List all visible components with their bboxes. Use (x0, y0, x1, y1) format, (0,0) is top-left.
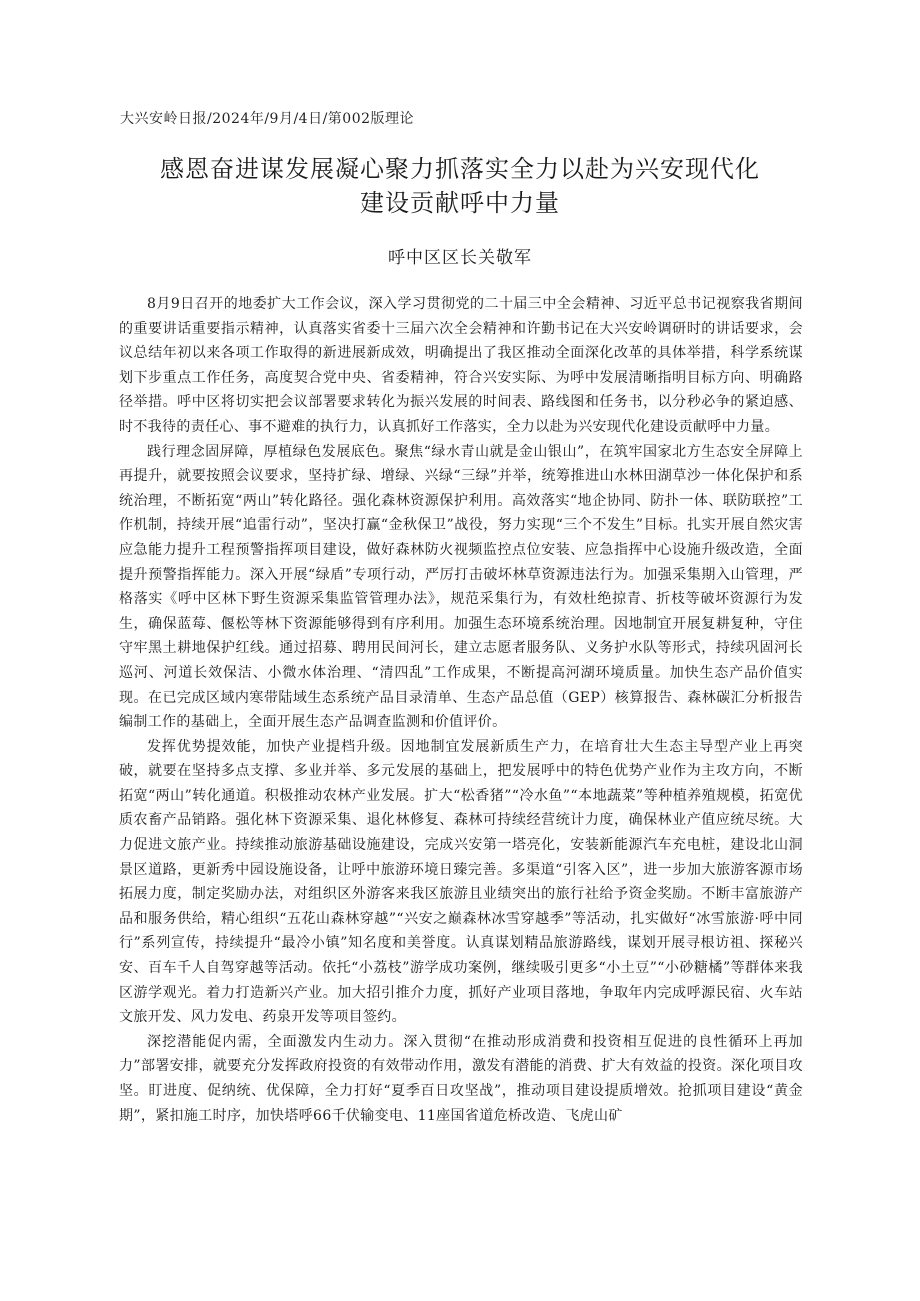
paragraph: 践行理念固屏障，厚植绿色发展底色。聚焦“绿水青山就是金山银山”，在筑牢国家北方生态安全屏障上再提升，就要按照会议要求，坚持扩绿、增绿、兴绿“三绿”并举，统筹推进山水林田湖草沙一体化保护和系统治理，不断拓宽“两山”转化路径。强化森林资源保护利用。高效落实“地企协同、防扑一体、联防联控”工作机制，持续开展“追雷行动”，坚决打赢“金秋保卫”战役，努力实现“三个不发生”目标。扎实开展自然灾害应急能力提升工程预警指挥项目建设，做好森林防火视频监控点位安装、应急指挥中心设施升级改造，全面提升预警指挥能力。深入开展“绿盾”专项行动，严厉打击破坏林草资源违法行为。加强采集期入山管理，严格落实《呼中区林下野生资源采集监管管理办法》，规范采集行为，有效杜绝掠青、折枝等破坏资源行为发生，确保蓝莓、偃松等林下资源能够得到有序利用。加强生态环境系统治理。因地制宜开展复耕复种，守住守牢黑土耕地保护红线。通过招募、聘用民间河长，建立志愿者服务队、义务护水队等形式，持续巩固河长巡河、河道长效保洁、小微水体治理、“清四乱”工作成果，不断提高河湖环境质量。加快生态产品价值实现。在已完成区域内寒带陆域生态系统产品目录清单、生态产品总值（GEP）核算报告、森林碳汇分析报告编制工作的基础上，全面开展生态产品调查监测和价值评价。 (119, 443, 803, 731)
article-title (100, 152, 820, 220)
article-body (119, 292, 803, 1128)
paragraph: 发挥优势提效能，加快产业提档升级。因地制宜发展新质生产力，在培育壮大生态主导型产业上再突破，就要在坚持多点支撑、多业并举、多元发展的基础上，把发展呼中的特色优势产业作为主攻方向，不断拓宽“两山”转化通道。积极推动农林产业发展。扩大“松香猪”“冷水鱼”“本地蔬菜”等种植养殖规模，拓宽优质农畜产品销路。强化林下资源采集、退化林修复、森林可持续经营统计力度，确保林业产值应统尽统。大力促进文旅产业。持续推动旅游基础设施建设，完成兴安第一塔亮化，安装新能源汽车充电桩，建设北山洞景区道路，更新秀中园设施设备，让呼中旅游环境日臻完善。多渠道“引客入区”，进一步加大旅游客源市场拓展力度，制定奖励办法，对组织区外游客来我区旅游且业绩突出的旅行社给予资金奖励。不断丰富旅游产品和服务供给，精心组织“五花山森林穿越”“兴安之巅森林冰雪穿越季”等活动，扎实做好“冰雪旅游·呼中同行”系列宣传，持续提升“最冷小镇”知名度和美誉度。认真谋划精品旅游路线，谋划开展寻根访祖、探秘兴安、百车千人自驾穿越等活动。依托“小荔枝”游学成功案例，继续吸引更多“小土豆”“小砂糖橘”等群体来我区游学观光。着力打造新兴产业。加大招引推介力度，抓好产业项目落地，争取年内完成呼源民宿、火车站文旅开发、风力发电、药泉开发等项目签约。 (119, 738, 803, 1026)
paragraph: 8月9日召开的地委扩大工作会议，深入学习贯彻党的二十届三中全会精神、习近平总书记视察我省期间的重要讲话重要指示精神，认真落实省委十三届六次全会精神和许勤书记在大兴安岭调研时的讲话要求，会议总结年初以来各项工作取得的新进展新成效，明确提出了我区推动全面深化改革的具体举措，科学系统谋划下步重点工作任务，高度契合党中央、省委精神，符合兴安实际、为呼中发展清晰指明目标方向、明确路径举措。呼中区将切实把会议部署要求转化为振兴发展的时间表、路线图和任务书，以分秒必争的紧迫感、时不我待的责任心、事不避难的执行力，认真抓好工作落实，全力以赴为兴安现代化建设贡献呼中力量。 (119, 296, 803, 435)
source-line: 大兴安岭日报/2024年/9月/4日/第002版理论 (120, 111, 415, 127)
article-author: 呼中区区长关敬军 (388, 248, 532, 268)
article-title-line-1: 感恩奋进谋发展凝心聚力抓落实全力以赴为兴安现代化 (160, 155, 760, 183)
article-title-line-2: 建设贡献呼中力量 (360, 189, 560, 217)
paragraph: 深挖潜能促内需，全面激发内生动力。深入贯彻“在推动形成消费和投资相互促进的良性循环上再加力”部署安排，就要充分发挥政府投资的有效带动作用，激发有潜能的消费、扩大有效益的投资。深化项目攻坚。盯进度、促纳统、优保障，全力打好“夏季百日攻坚战”，推动项目建设提质增效。抢抓项目建设“黄金期”，紧扣施工时序，加快塔呼66千伏输变电、11座国省道危桥改造、飞虎山矿 (119, 1033, 803, 1124)
